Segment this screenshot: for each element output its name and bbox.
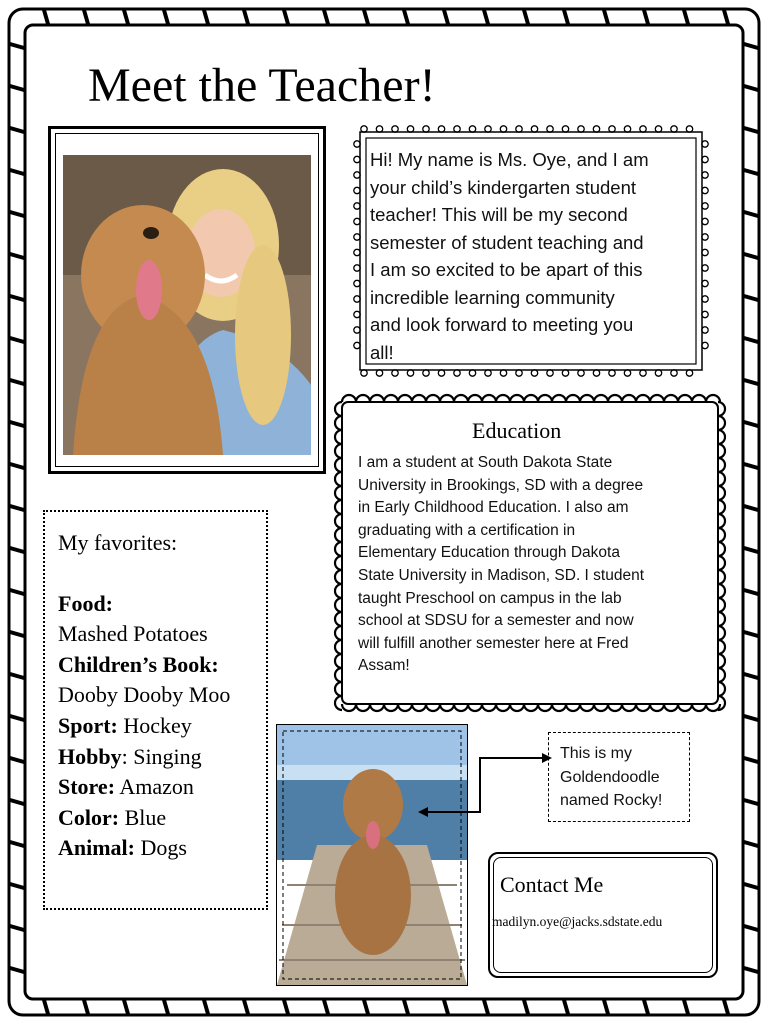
favorite-food: Food: [58, 590, 113, 616]
caption-line: This is my [560, 745, 632, 762]
intro-paragraph [370, 146, 692, 366]
education-line: Elementary Education through Dakota [358, 544, 620, 562]
teacher-photo-frame [48, 126, 326, 474]
intro-line: and look forward to meeting you [370, 314, 634, 335]
education-line: in Early Childhood Education. I also am [358, 499, 629, 517]
education-line: graduating with a certification in [358, 521, 576, 539]
favorite-food-value: Mashed Potatoes [58, 621, 208, 647]
education-line: taught Preschool on campus in the lab [358, 589, 622, 607]
intro-line: your child’s kindergarten student [370, 176, 637, 198]
education-line: State University in Madison, SD. I student [358, 566, 645, 584]
education-line: Assam! [358, 657, 410, 675]
education-line: University in Brookings, SD with a degree [358, 476, 644, 494]
favorite-color: Color: Blue [58, 804, 167, 830]
education-paragraph [358, 452, 708, 678]
education-line: I am a student at South Dakota State [358, 454, 613, 471]
favorite-book: Children’s Book: [58, 651, 219, 677]
intro-line: I am so excited to be apart of this [370, 259, 643, 280]
intro-line: all! [370, 341, 394, 363]
caption-line: named Rocky! [560, 792, 663, 809]
favorites-list [58, 528, 273, 864]
favorite-store: Store: Amazon [58, 774, 194, 800]
education-line: will fulfill another semester here at Fred [358, 634, 629, 652]
education-line: school at SDSU for a semester and now [358, 612, 634, 630]
intro-line: teacher! This will be my second [370, 204, 628, 225]
education-title: Education [472, 418, 562, 443]
caption-line: Goldendoodle [560, 768, 660, 786]
favorite-book-value: Dooby Dooby Moo [58, 682, 231, 708]
favorite-hobby: Hobby: Singing [58, 743, 202, 769]
favorite-animal: Animal: Dogs [58, 835, 187, 861]
page-title: Meet the Teacher! [88, 59, 436, 112]
teacher-photo [63, 155, 311, 455]
intro-line: incredible learning community [370, 286, 615, 308]
contact-title: Contact Me [500, 872, 604, 897]
contact-email-link[interactable]: madilyn.oye@jacks.sdstate.edu [492, 914, 663, 929]
favorite-sport: Sport: Hockey [58, 712, 192, 738]
favorites-heading: My favorites: [58, 530, 178, 555]
intro-line: semester of student teaching and [370, 231, 644, 253]
caption-arrow [410, 750, 560, 830]
dog-caption [560, 742, 688, 813]
intro-line: Hi! My name is Ms. Oye, and I am [370, 149, 649, 170]
